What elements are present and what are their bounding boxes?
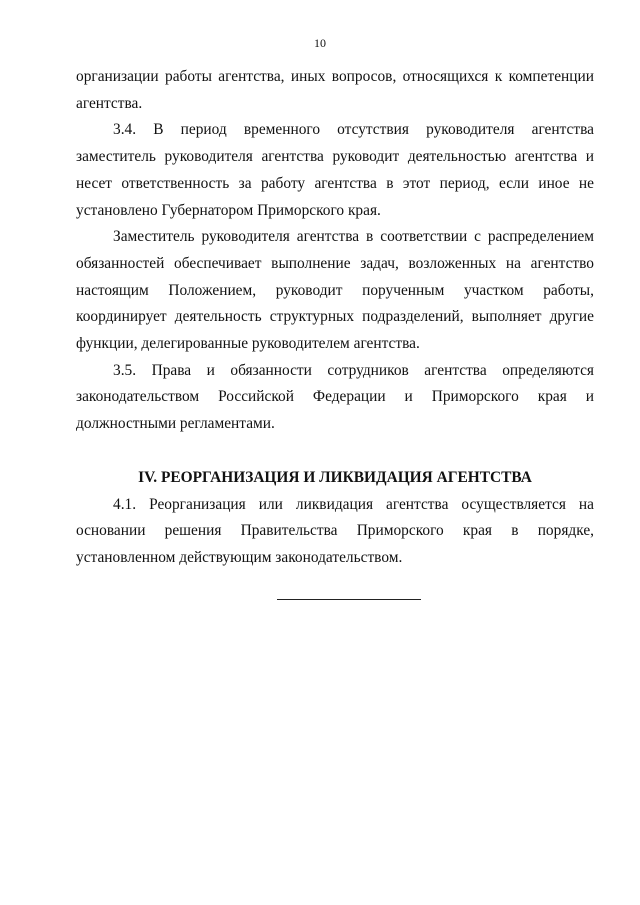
document-body [76, 64, 594, 572]
paragraph-3-5: 3.5. Права и обязанности сотрудников агентства определяются законодательством Российской Федерации и Приморского края и должностными регламентами. [76, 361, 594, 433]
page-number: 10 [314, 36, 326, 50]
closing-separator-line [277, 599, 421, 600]
paragraph-3-4: 3.4. В период временного отсутствия руководителя агентства заместитель руководителя агентства руководит деятельностью агентства и несет ответственность за работу агентства в этот период, если иное не установлено Губернатором Приморского края. [76, 121, 594, 219]
paragraph-deputy-duties: Заместитель руководителя агентства в соответствии с распределением обязанностей обеспечивает выполнение задач, возложенных на агентство настоящим Положением, руководит порученным участком работы, координирует деятельность структурных подразделений, выполняет другие функции, делегированные руководителем агентства. [76, 228, 594, 353]
paragraph-continuation: организации работы агентства, иных вопросов, относящихся к компетенции агентства. [76, 68, 594, 112]
paragraph-4-1: 4.1. Реорганизация или ликвидация агентства осуществляется на основании решения Правительства Приморского края в порядке, установленном действующим законодательством. [76, 495, 594, 566]
section-heading: IV. РЕОРГАНИЗАЦИЯ И ЛИКВИДАЦИЯ АГЕНТСТВА [138, 468, 532, 486]
